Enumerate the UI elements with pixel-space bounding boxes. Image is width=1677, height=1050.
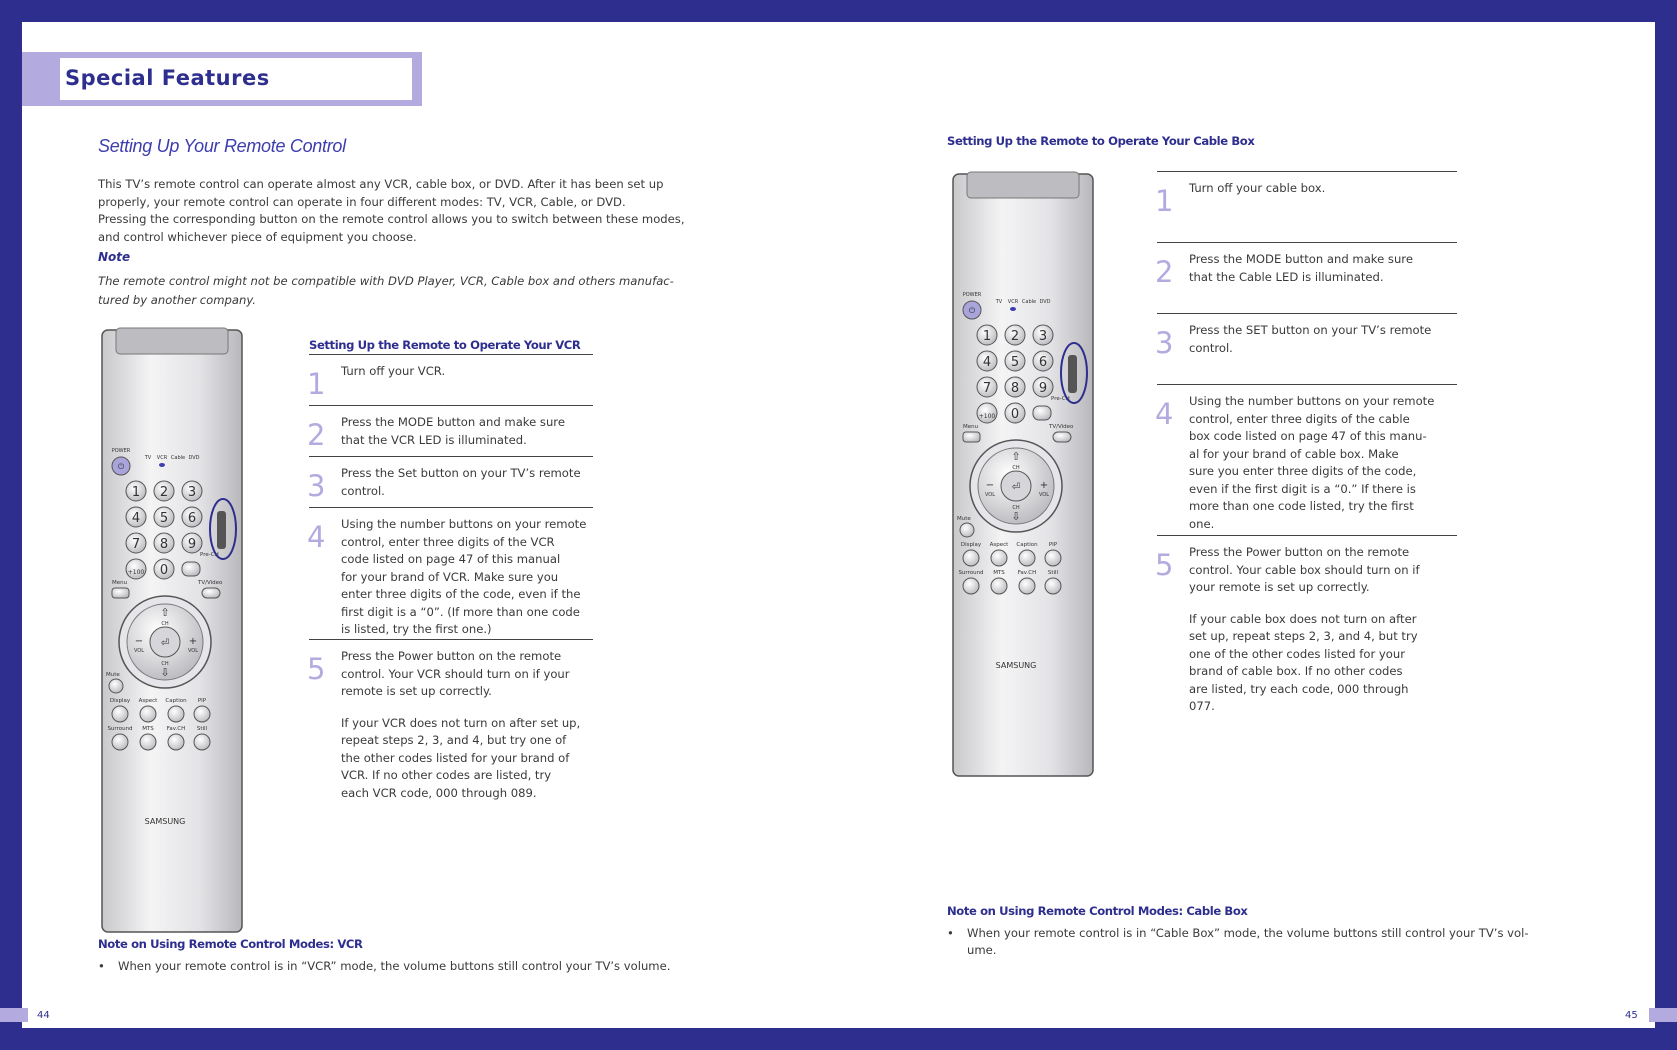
intro-line: Pressing the corresponding button on the remote control allows you to switch between these modes, bbox=[98, 212, 685, 226]
button-display bbox=[112, 706, 128, 722]
bullet-text bbox=[947, 925, 1617, 959]
tvvideo-button bbox=[1053, 432, 1071, 442]
power-icon: ⏻ bbox=[117, 462, 125, 471]
step-2 bbox=[309, 405, 593, 455]
digit-label: 5 bbox=[1010, 355, 1020, 370]
digit-label: 1 bbox=[131, 485, 141, 500]
step-line: VCR. If no other codes are listed, try bbox=[341, 768, 552, 782]
button-pip bbox=[1045, 550, 1061, 566]
mode-label-tv: TV bbox=[995, 299, 1003, 305]
step-3 bbox=[1157, 313, 1457, 381]
step-line: control. Your cable box should turn on if bbox=[1189, 562, 1420, 577]
step-text bbox=[341, 465, 593, 500]
step-line: Using the number buttons on your remote bbox=[1189, 394, 1435, 408]
prech-button bbox=[182, 562, 200, 576]
step-paragraph bbox=[1189, 611, 1457, 716]
step-text bbox=[1189, 251, 1457, 286]
button-surround bbox=[112, 734, 128, 750]
step-3 bbox=[309, 456, 593, 506]
label-display: Display bbox=[109, 698, 131, 704]
step-paragraph bbox=[341, 715, 593, 803]
label-display: Display bbox=[960, 542, 982, 548]
step-line: box code listed on page 47 of this manu- bbox=[1189, 429, 1427, 443]
step-paragraph bbox=[341, 465, 593, 500]
ch-label-top: CH bbox=[161, 621, 169, 627]
label-pip: PIP bbox=[197, 698, 207, 704]
mute-button bbox=[109, 679, 123, 693]
step-paragraph bbox=[1189, 544, 1457, 597]
label-favch: Fav.CH bbox=[1017, 570, 1037, 576]
ch-label-bottom: CH bbox=[1012, 505, 1020, 511]
label-aspect: Aspect bbox=[989, 542, 1009, 548]
remote-top-window bbox=[116, 328, 228, 354]
prech-button bbox=[1033, 406, 1051, 420]
step-line: are listed, try each code, 000 through bbox=[1189, 681, 1409, 696]
digit-label: 9 bbox=[187, 537, 197, 552]
digit-label: 4 bbox=[131, 511, 141, 526]
step-line: control. bbox=[1189, 340, 1233, 355]
step-paragraph bbox=[341, 516, 593, 639]
step-line: your remote is set up correctly. bbox=[1189, 580, 1370, 594]
step-number: 3 bbox=[1155, 326, 1174, 360]
step-line: brand of cable box. If no other codes bbox=[1189, 664, 1403, 678]
digit-label: 9 bbox=[1038, 381, 1048, 396]
cable-bottom-note-bullet bbox=[947, 925, 1617, 959]
digit-label: 2 bbox=[1010, 329, 1020, 344]
step-number: 1 bbox=[307, 367, 326, 401]
digit-label: 7 bbox=[131, 537, 141, 552]
step-line: each VCR code, 000 through 089. bbox=[341, 785, 537, 800]
digit-label: 8 bbox=[1010, 381, 1020, 396]
digit-label: 2 bbox=[159, 485, 169, 500]
ch-up-icon: ⇧ bbox=[1011, 450, 1021, 463]
prech-label: Pre-CH bbox=[200, 552, 219, 558]
step-line: for your brand of VCR. Make sure you bbox=[341, 569, 559, 584]
button-caption bbox=[168, 706, 184, 722]
step-line: Press the Power button on the remote bbox=[341, 649, 562, 663]
mode-switch bbox=[1068, 355, 1077, 393]
step-line: set up, repeat steps 2, 3, and 4, but try bbox=[1189, 629, 1418, 643]
step-line: that the VCR LED is illuminated. bbox=[341, 432, 527, 447]
label-caption: Caption bbox=[165, 698, 187, 704]
mode-led bbox=[1010, 307, 1016, 311]
digit-label: 3 bbox=[187, 485, 197, 500]
intro-line: This TV’s remote control can operate almost any VCR, cable box, or DVD. After it has been set up bbox=[98, 177, 664, 191]
step-line: Turn off your cable box. bbox=[1189, 181, 1326, 195]
menu-label: Menu bbox=[112, 580, 128, 586]
step-line: Turn off your VCR. bbox=[341, 364, 446, 378]
ch-label-bottom: CH bbox=[161, 661, 169, 667]
step-paragraph bbox=[1189, 180, 1457, 198]
step-line: If your VCR does not turn on after set up, bbox=[341, 715, 581, 730]
button-favch bbox=[1019, 578, 1035, 594]
step-5 bbox=[309, 639, 593, 799]
step-number: 1 bbox=[1155, 184, 1174, 218]
step-4 bbox=[1157, 384, 1457, 532]
tvvideo-button bbox=[202, 588, 220, 598]
vol-up-icon: + bbox=[1039, 480, 1049, 491]
mode-label-vcr: VCR bbox=[156, 455, 168, 461]
step-line: repeat steps 2, 3, and 4, but try one of bbox=[341, 733, 567, 747]
note-text bbox=[98, 272, 758, 310]
note-line: tured by another company. bbox=[98, 293, 256, 307]
step-text bbox=[1189, 322, 1457, 357]
digit-label: 6 bbox=[187, 511, 197, 526]
step-line: Press the Power button on the remote bbox=[1189, 545, 1410, 559]
page-tab-left bbox=[0, 1008, 28, 1022]
page-number-right: 45 bbox=[1625, 1010, 1638, 1021]
step-line: that the Cable LED is illuminated. bbox=[1189, 269, 1384, 284]
digit-label: 0 bbox=[159, 563, 169, 578]
digit-label: 5 bbox=[159, 511, 169, 526]
button-caption bbox=[1019, 550, 1035, 566]
label-aspect: Aspect bbox=[138, 698, 158, 704]
label-surround: Surround bbox=[107, 726, 133, 732]
step-line: Press the MODE button and make sure bbox=[341, 415, 565, 429]
digit-label: 3 bbox=[1038, 329, 1048, 344]
digit-label: 1 bbox=[982, 329, 992, 344]
digit-label: 6 bbox=[1038, 355, 1048, 370]
bullet-text: When your remote control is in “VCR” mode, the volume buttons still control your TV’s volume. bbox=[118, 959, 671, 973]
step-line: one of the other codes listed for your bbox=[1189, 646, 1405, 661]
digit-label: 4 bbox=[982, 355, 992, 370]
remote-top-window bbox=[967, 172, 1079, 198]
step-paragraph bbox=[341, 363, 593, 381]
mute-label: Mute bbox=[957, 516, 971, 522]
note-label: Note bbox=[98, 250, 131, 264]
prech-label: Pre-CH bbox=[1051, 396, 1070, 402]
bullet-dot: • bbox=[98, 959, 105, 973]
ch-label-top: CH bbox=[1012, 465, 1020, 471]
mode-switch bbox=[217, 511, 226, 549]
step-1 bbox=[1157, 171, 1457, 239]
digit-label: 7 bbox=[982, 381, 992, 396]
step-number: 4 bbox=[307, 520, 326, 554]
remote-control-illustration-cable bbox=[947, 170, 1127, 780]
step-line: control, enter three digits of the VCR bbox=[341, 534, 555, 549]
step-1 bbox=[309, 354, 593, 404]
mode-led bbox=[159, 463, 165, 467]
ch-up-icon: ⇧ bbox=[160, 606, 170, 619]
enter-icon: ⏎ bbox=[160, 638, 170, 649]
step-line: 077. bbox=[1189, 699, 1215, 713]
mute-button bbox=[960, 523, 974, 537]
remote-control-illustration-vcr bbox=[96, 326, 276, 936]
button-aspect bbox=[991, 550, 1007, 566]
step-line: remote is set up correctly. bbox=[341, 684, 492, 698]
step-line: If your cable box does not turn on after bbox=[1189, 611, 1417, 626]
step-line: even if the first digit is a “0.” If there is bbox=[1189, 481, 1416, 496]
page-header-title: Special Features bbox=[65, 66, 270, 90]
mode-label-vcr: VCR bbox=[1007, 299, 1019, 305]
button-mts bbox=[991, 578, 1007, 594]
ch-down-icon: ⇩ bbox=[160, 666, 170, 679]
step-number: 3 bbox=[307, 469, 326, 503]
button-display bbox=[963, 550, 979, 566]
menu-button bbox=[963, 432, 980, 442]
label-still: Still bbox=[196, 726, 208, 732]
step-line: the other codes listed for your brand of bbox=[341, 750, 570, 765]
brand-logo: SAMSUNG bbox=[995, 661, 1037, 670]
button-favch bbox=[168, 734, 184, 750]
vcr-bottom-note-bullet bbox=[98, 958, 798, 975]
label-surround: Surround bbox=[958, 570, 984, 576]
step-line: al for your brand of cable box. Make bbox=[1189, 446, 1399, 461]
vol-down-icon: − bbox=[134, 636, 144, 647]
page-tab-right bbox=[1649, 1008, 1677, 1022]
button-mts bbox=[140, 734, 156, 750]
step-paragraph bbox=[341, 648, 593, 701]
right-page bbox=[839, 22, 1655, 1028]
step-line: control. Your VCR should turn on if your bbox=[341, 666, 570, 681]
step-number: 5 bbox=[1155, 548, 1174, 582]
step-paragraph bbox=[1189, 393, 1457, 533]
step-line: control, enter three digits of the cable bbox=[1189, 411, 1410, 426]
step-paragraph bbox=[1189, 322, 1457, 357]
step-text bbox=[341, 648, 593, 802]
mode-label-dvd: DVD bbox=[188, 455, 200, 461]
step-2 bbox=[1157, 242, 1457, 310]
intro-paragraph bbox=[98, 176, 758, 246]
intro-line: properly, your remote control can operate in four different modes: TV, VCR, Cable, or DVD. bbox=[98, 194, 626, 209]
step-line: first digit is a “0”. (If more than one code bbox=[341, 604, 580, 619]
left-page bbox=[22, 22, 839, 1028]
mode-label-tv: TV bbox=[144, 455, 152, 461]
label-favch: Fav.CH bbox=[166, 726, 186, 732]
bullet-line: When your remote control is in “Cable Box” mode, the volume buttons still control your TV’s vol- bbox=[967, 926, 1529, 940]
vcr-section-heading: Setting Up the Remote to Operate Your VCR bbox=[309, 338, 581, 352]
bullet-dot: • bbox=[947, 926, 954, 940]
bullet-line: ume. bbox=[967, 943, 997, 957]
digit-label: 0 bbox=[1010, 407, 1020, 422]
step-paragraph bbox=[341, 414, 593, 449]
menu-label: Menu bbox=[963, 424, 979, 430]
mode-label-cable: Cable bbox=[1021, 299, 1037, 305]
vol-down-icon: − bbox=[985, 480, 995, 491]
vcr-bottom-note-heading: Note on Using Remote Control Modes: VCR bbox=[98, 937, 363, 951]
step-line: more than one code listed, try the first bbox=[1189, 499, 1414, 513]
tvvideo-label: TV/Video bbox=[198, 580, 223, 586]
step-text bbox=[1189, 180, 1457, 198]
vol-label-right: VOL bbox=[187, 648, 199, 654]
label-still: Still bbox=[1047, 570, 1059, 576]
step-text bbox=[1189, 393, 1457, 533]
page-number-left: 44 bbox=[37, 1010, 50, 1021]
step-number: 4 bbox=[1155, 397, 1174, 431]
step-line: code listed on page 47 of this manual bbox=[341, 552, 561, 566]
label-pip: PIP bbox=[1048, 542, 1058, 548]
step-line: one. bbox=[1189, 516, 1215, 531]
step-line: Press the SET button on your TV’s remote bbox=[1189, 323, 1432, 337]
step-line: control. bbox=[341, 483, 385, 498]
digit-label: 8 bbox=[159, 537, 169, 552]
step-line: Press the MODE button and make sure bbox=[1189, 252, 1413, 266]
step-line: Press the Set button on your TV’s remote bbox=[341, 466, 581, 480]
step-line: is listed, try the first one.) bbox=[341, 622, 492, 636]
step-number: 5 bbox=[307, 652, 326, 686]
power-label: POWER bbox=[962, 292, 982, 298]
step-text bbox=[1189, 544, 1457, 716]
step-line: enter three digits of the code, even if the bbox=[341, 587, 581, 601]
label-caption: Caption bbox=[1016, 542, 1038, 548]
step-paragraph bbox=[1189, 251, 1457, 286]
mute-label: Mute bbox=[106, 672, 120, 678]
step-line: sure you enter three digits of the code, bbox=[1189, 464, 1417, 478]
label-mts: MTS bbox=[993, 570, 1005, 576]
button-still bbox=[1045, 578, 1061, 594]
step-number: 2 bbox=[307, 418, 326, 452]
button-aspect bbox=[140, 706, 156, 722]
tvvideo-label: TV/Video bbox=[1049, 424, 1074, 430]
step-line: Using the number buttons on your remote bbox=[341, 517, 587, 531]
digit-label: +100 bbox=[127, 569, 145, 576]
page-title: Setting Up Your Remote Control bbox=[98, 136, 346, 156]
intro-line: and control whichever piece of equipment you choose. bbox=[98, 229, 417, 244]
enter-icon: ⏎ bbox=[1011, 482, 1021, 493]
step-number: 2 bbox=[1155, 255, 1174, 289]
cable-bottom-note-heading: Note on Using Remote Control Modes: Cable Box bbox=[947, 904, 1248, 918]
vol-up-icon: + bbox=[188, 636, 198, 647]
menu-button bbox=[112, 588, 129, 598]
mode-label-dvd: DVD bbox=[1039, 299, 1051, 305]
vol-label-left: VOL bbox=[133, 648, 145, 654]
step-text bbox=[341, 363, 593, 381]
brand-logo: SAMSUNG bbox=[144, 817, 186, 826]
step-text bbox=[341, 516, 593, 639]
cable-section-heading: Setting Up the Remote to Operate Your Cable Box bbox=[947, 134, 1255, 148]
mode-label-cable: Cable bbox=[170, 455, 186, 461]
power-icon: ⏻ bbox=[968, 306, 976, 315]
button-pip bbox=[194, 706, 210, 722]
label-mts: MTS bbox=[142, 726, 154, 732]
vol-label-left: VOL bbox=[984, 492, 996, 498]
step-text bbox=[341, 414, 593, 449]
ch-down-icon: ⇩ bbox=[1011, 510, 1021, 523]
button-still bbox=[194, 734, 210, 750]
digit-label: +100 bbox=[978, 413, 996, 420]
button-surround bbox=[963, 578, 979, 594]
note-line: The remote control might not be compatible with DVD Player, VCR, Cable box and others manufac- bbox=[98, 274, 674, 288]
power-label: POWER bbox=[111, 448, 131, 454]
step-4 bbox=[309, 507, 593, 637]
step-5 bbox=[1157, 535, 1457, 715]
vol-label-right: VOL bbox=[1038, 492, 1050, 498]
